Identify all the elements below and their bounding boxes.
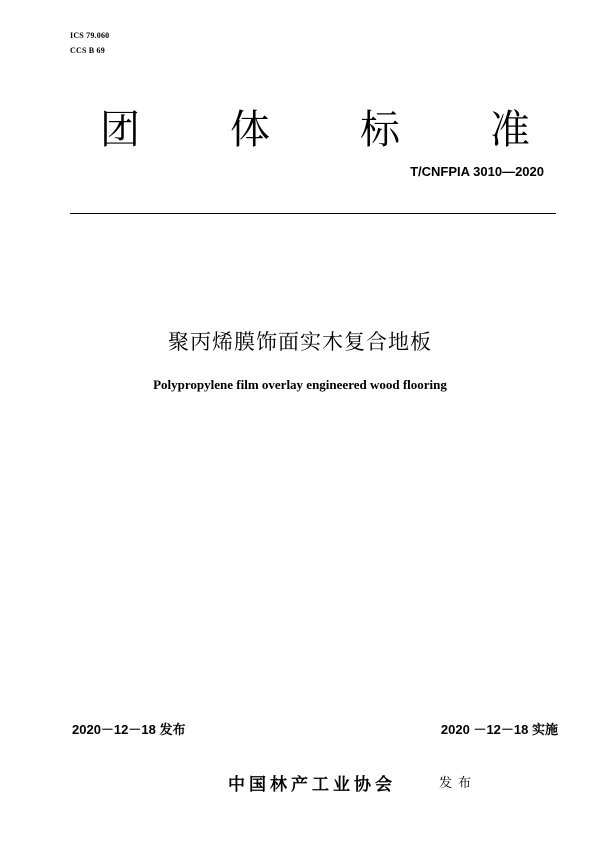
standard-type-heading	[100, 106, 530, 154]
standard-type-char: 体	[230, 107, 270, 153]
issuing-organization: 中国林产工业协会	[228, 775, 396, 795]
implementation-date: 2020 －12－18 实施	[440, 722, 558, 737]
standard-number: T/CNFPIA 3010—2020	[410, 164, 544, 179]
standard-type-char: 准	[490, 107, 530, 153]
standard-type-char: 团	[100, 107, 140, 153]
issue-label: 发布	[439, 776, 478, 791]
ics-code: ICS 79.060	[70, 31, 110, 40]
ccs-code: CCS B 69	[70, 46, 105, 55]
standard-type-char: 标	[360, 107, 400, 153]
publication-date: 2020－12－18 发布	[72, 722, 186, 737]
document-title-chinese: 聚丙烯膜饰面实木复合地板	[168, 330, 432, 354]
header-divider	[70, 213, 556, 214]
document-title-english: Polypropylene film overlay engineered wood flooring	[153, 377, 447, 392]
